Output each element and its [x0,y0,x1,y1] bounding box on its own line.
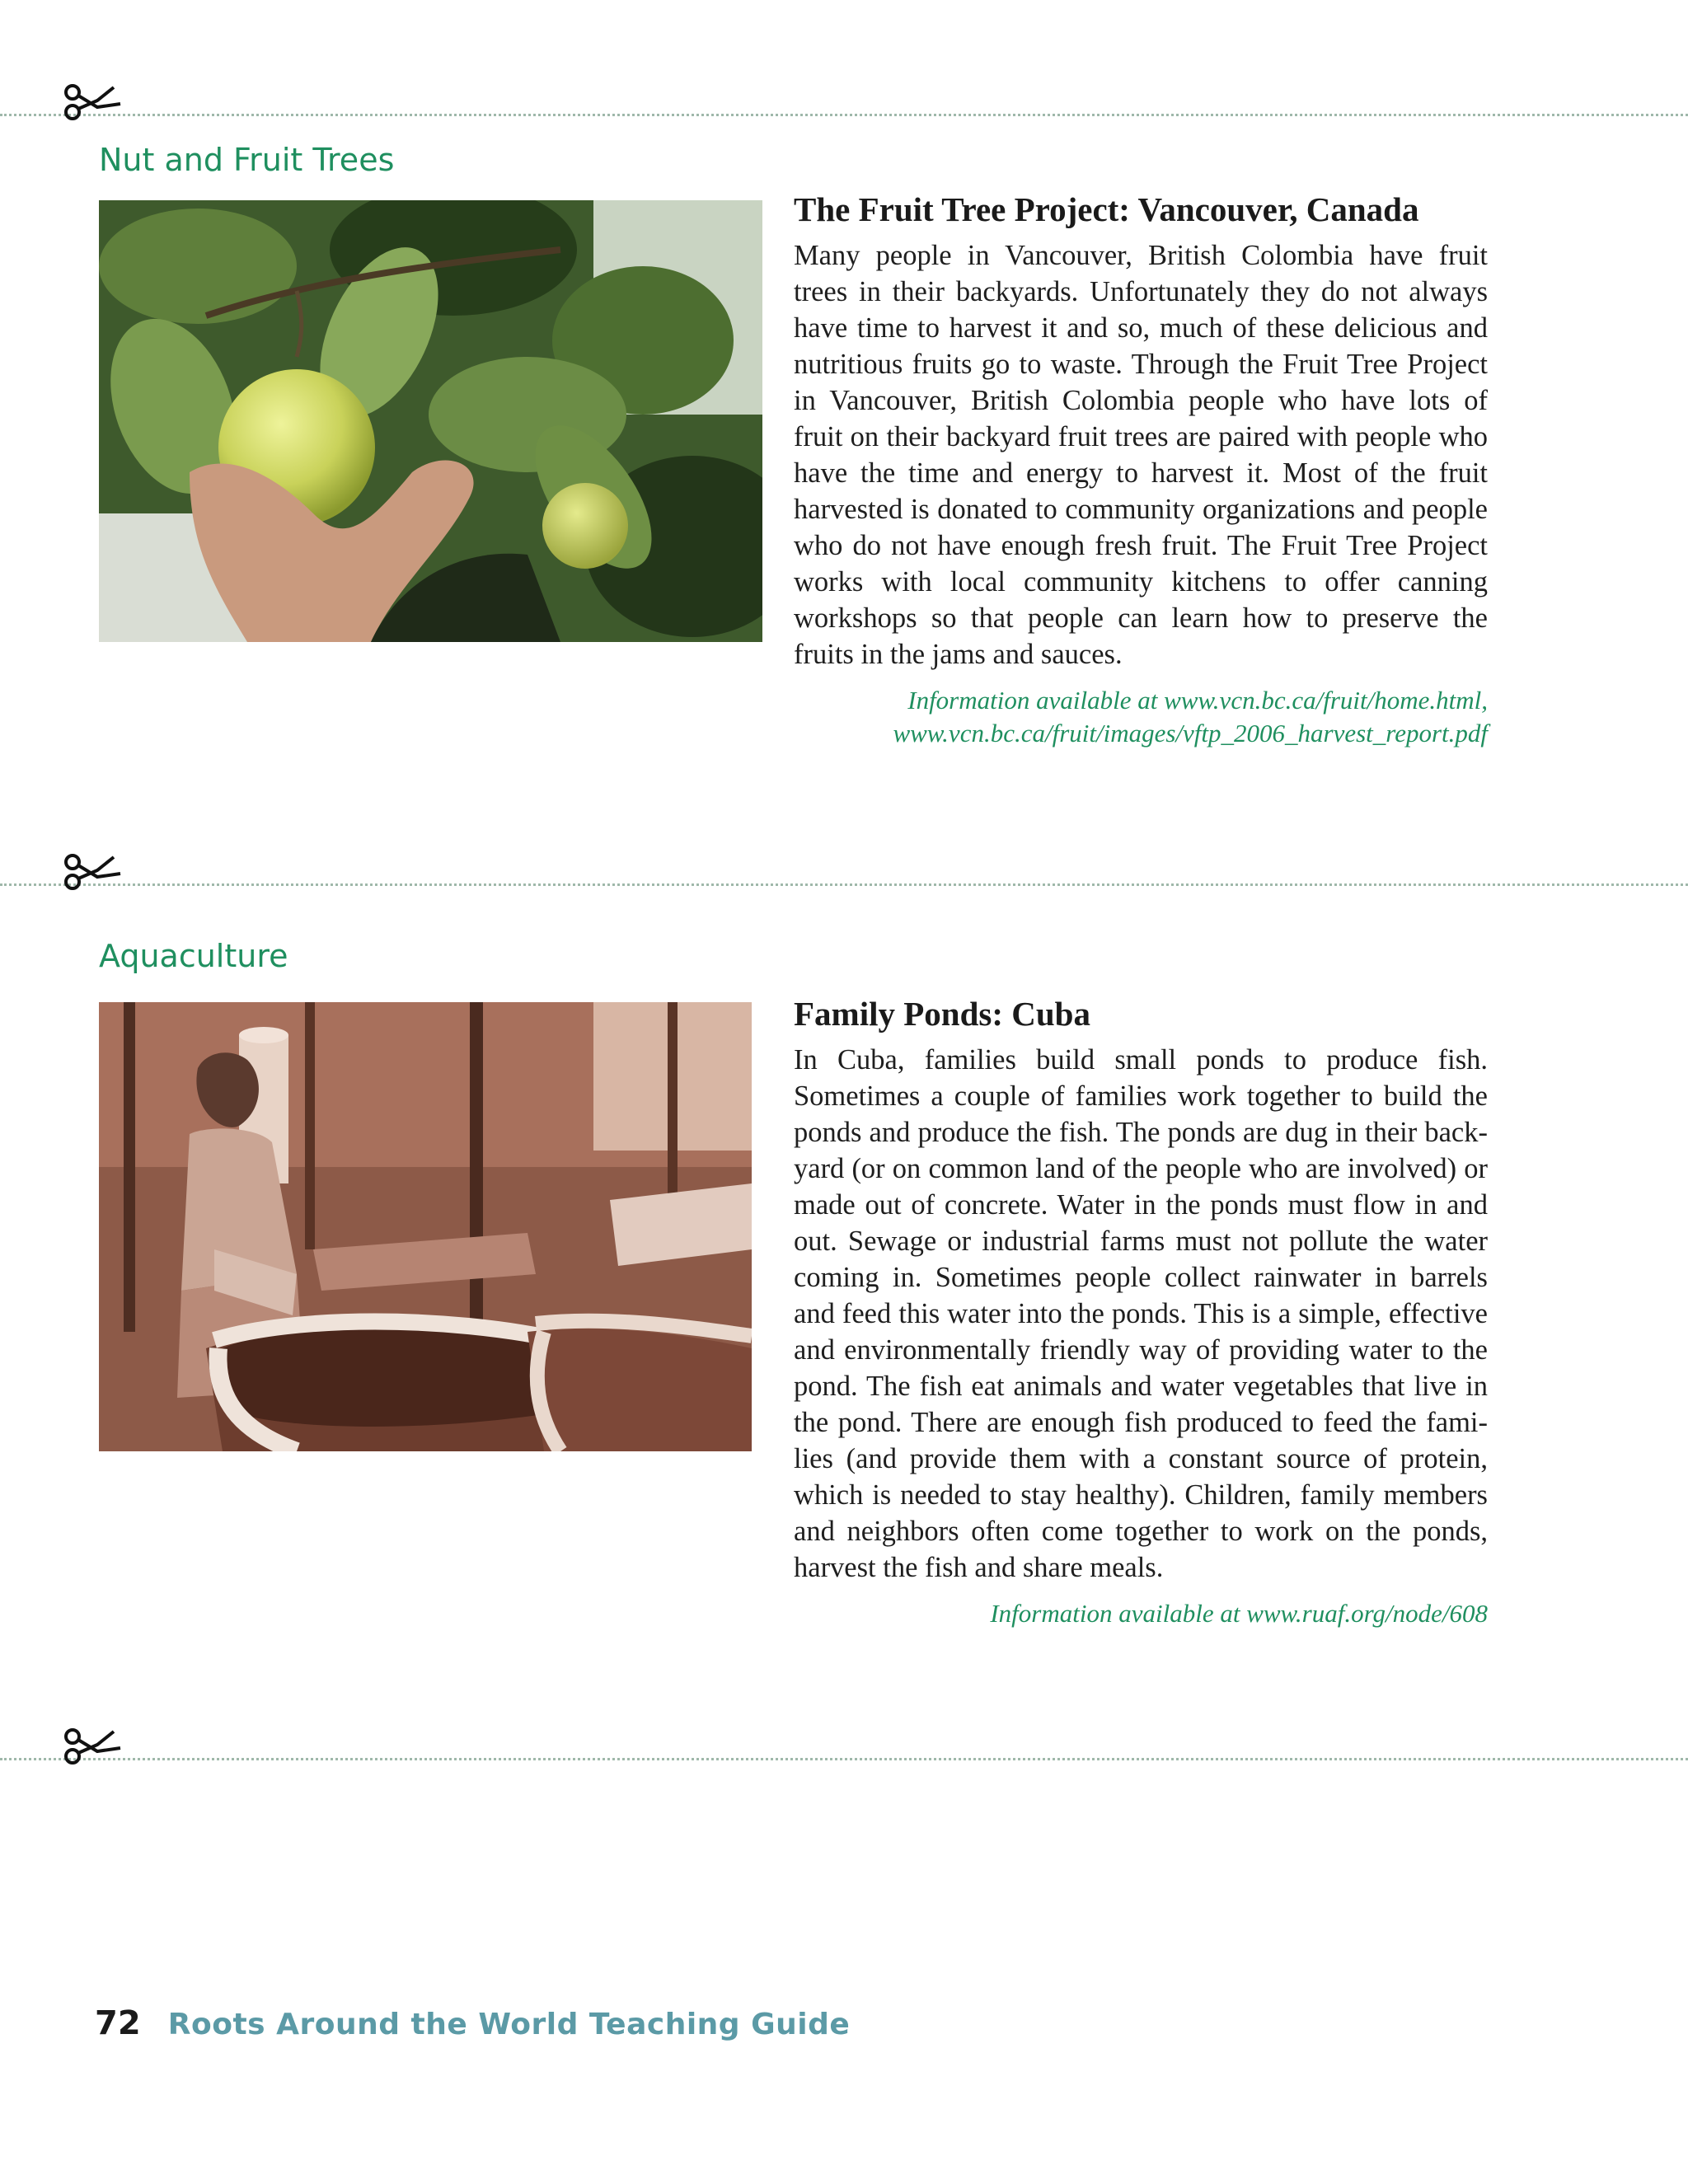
article-title: Family Ponds: Cuba [794,995,1090,1033]
article-title: The Fruit Tree Project: Vancouver, Canada [794,190,1419,228]
book-title: Roots Around the World Teaching Guide [167,2008,851,2041]
family-pond-photo [99,1002,752,1451]
page-footer [95,2004,850,2042]
source-note [794,684,1488,750]
article-body: In Cuba, families build small ponds to produce fish. Sometimes a couple of families work together to build the ponds and produce the fish. The ponds are dug in their backyard (or on common land of the people who are involved) or made out of concrete. Water in the ponds must flow in and out. Sewage or industrial farms must not pollute the water coming in. Sometimes people collect rainwater in barrels and feed this water into the ponds. This is a simple, effective and environmentally friendly way of providing water to the pond. The fish eat animals and water vegetables that live in the pond. There are enough fish produced to feed the families (and provide them with a constant source of protein, which is needed to stay healthy). Children, family members and neighbors often come together to work on the ponds, harvest the fish and share meals. [794,1044,1488,1583]
source-note [794,1597,1488,1630]
source-line: www.vcn.bc.ca/fruit/images/vftp_2006_harvest_report.pdf [893,719,1488,748]
scissors-icon [64,1727,122,1766]
source-line: Information available at www.ruaf.org/node/608 [990,1599,1488,1628]
fruit-tree-photo [99,200,762,642]
source-line: Information available at www.vcn.bc.ca/fruit/home.html, [907,686,1488,715]
scissors-icon [64,82,122,122]
scissors-icon [64,852,122,892]
section-heading-nut-fruit-trees: Nut and Fruit Trees [99,142,395,178]
cut-line-middle [0,883,1688,886]
article-fruit-tree-project [794,190,1488,750]
cut-line-bottom [0,1758,1688,1760]
article-family-ponds [794,994,1488,1630]
cut-line-top [0,114,1688,116]
page-number: 72 [95,2004,141,2042]
section-heading-aquaculture: Aquaculture [99,938,288,974]
article-body: Many people in Vancouver, British Colombia have fruit trees in their backyards. Unfortunately they do not always have time to harvest it and so, much of these delicious and nutritious fruits go to waste. Through the Fruit Tree Project in Vancouver, British Colombia people who have lots of fruit on their backyard fruit trees are paired with people who have the time and energy to harvest it. Most of the fruit harvested is donated to community organizations and people who do not have enough fresh fruit. The Fruit Tree Project works with local community kitchens to offer canning workshops so that people can learn how to preserve the fruits in the jams and sauces. [794,240,1488,670]
